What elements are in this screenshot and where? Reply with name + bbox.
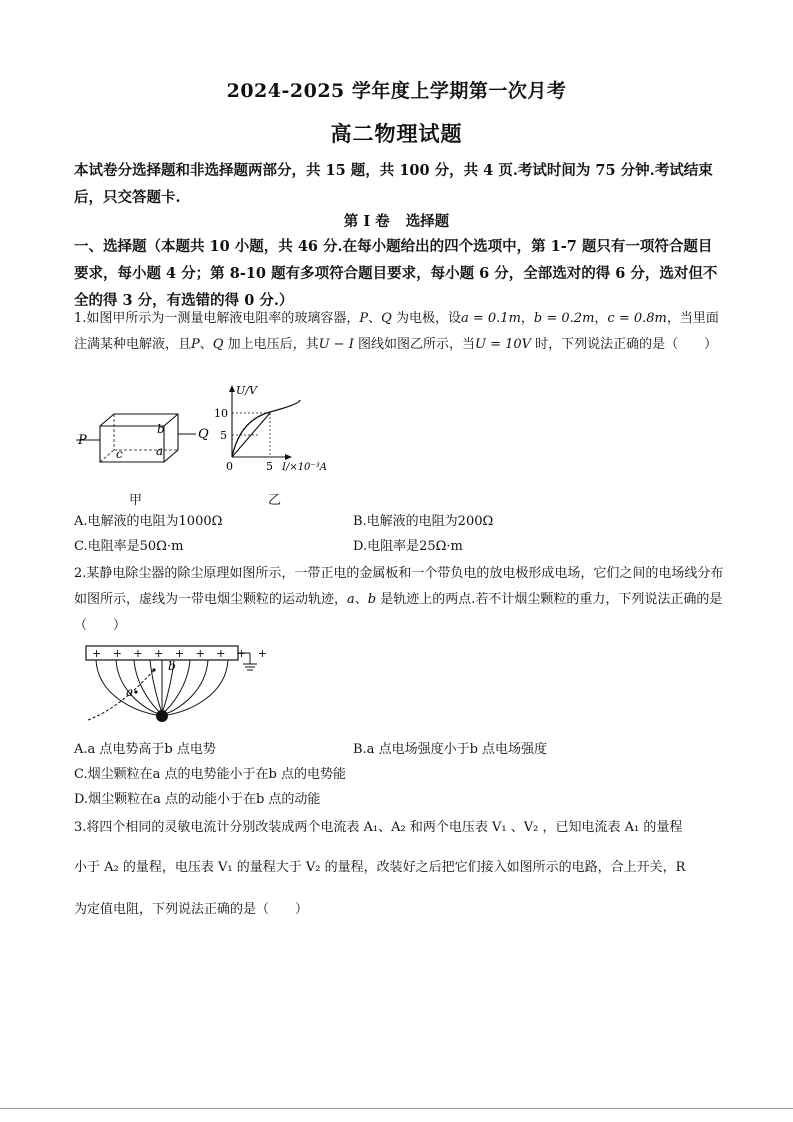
label-b: b: [157, 422, 165, 436]
exam-title: 2024-2025 学年度上学期第一次月考: [226, 80, 567, 102]
q1-option-d[interactable]: D.电阻率是25Ω·m: [353, 539, 463, 554]
plate-charges: + + + + + + + + +: [92, 647, 271, 660]
point-b: [152, 668, 155, 671]
y-tick-5: 5: [220, 429, 227, 442]
q1-var-p-2: P: [191, 337, 200, 352]
y-axis-arrow: [229, 385, 235, 392]
precipitator-figure: [74, 640, 274, 728]
q1-b-value: b = 0.2m: [533, 311, 595, 326]
ui-graph-figure: [210, 382, 340, 474]
q2-option-b[interactable]: B.a 点电场强度小于b 点电场强度: [353, 742, 548, 757]
exam-subtitle: 高二物理试题: [330, 121, 463, 146]
q2-option-a[interactable]: A.a 点电势高于b 点电势: [74, 742, 216, 757]
figure-a-caption: 甲: [129, 493, 143, 508]
q1-text-e: 图线如图乙所示，当: [353, 337, 475, 352]
point-a: [134, 690, 137, 693]
q1-var-p: P: [359, 311, 369, 326]
q2-text-b: 是轨迹上的两点.若不计烟尘颗粒的重力，下列说法正确的是（ ）: [74, 592, 723, 633]
q2-var-a: a: [347, 592, 355, 607]
figure-b-caption: 乙: [268, 493, 282, 508]
x-axis-arrow: [285, 454, 292, 460]
x-tick-5: 5: [266, 460, 273, 473]
question-3-line-2: 小于 A₂ 的量程，电压表 V₁ 的量程大于 V₂ 的量程，改装好之后把它们接入如图所示的电路，合上开关，R: [74, 860, 686, 875]
container-figure: [74, 400, 224, 480]
field-line-7: [162, 660, 190, 714]
q1-c-value: c = 0.8m: [607, 311, 667, 326]
q1-option-c[interactable]: C.电阻率是50Ω·m: [74, 539, 184, 554]
q1-text-f: 时，下列说法正确的是（ ）: [531, 337, 718, 352]
q1-text-b: 为电极，设: [391, 311, 461, 326]
q2-sep: 、: [354, 592, 368, 607]
question-group-heading: 一、选择题（本题共 10 小题，共 46 分.在每小题给出的四个选项中，第 1-7 题只有一项符合题目要求，每小题 4 分；第 8-10 题有多项符合题目要求，每小题 6 分，全部选对的得 6 分，选对但不全的得 3 分，有选错的得 0 分.）: [74, 238, 718, 309]
box-front-face: [100, 426, 164, 462]
field-lines: [96, 660, 228, 716]
q2-option-c[interactable]: C.烟尘颗粒在a 点的电势能小于在b 点的电势能: [74, 767, 346, 782]
exam-instructions: 本试卷分选择题和非选择题两部分，共 15 题，共 100 分，共 4 页.考试时间为 75 分钟.考试结束后，只交答题卡.: [74, 162, 713, 206]
ui-curve: [232, 400, 300, 457]
question-3-line-3: 为定值电阻，下列说法正确的是（ ）: [74, 902, 309, 917]
label-p: P: [78, 433, 87, 448]
q1-option-a[interactable]: A.电解液的电阻为1000Ω: [74, 514, 223, 529]
label-point-b: b: [168, 659, 176, 673]
section-header: [0, 210, 793, 231]
q2-option-d[interactable]: D.烟尘颗粒在a 点的动能小于在b 点的动能: [74, 792, 321, 807]
y-tick-10: 10: [214, 407, 228, 420]
q1-var-q: Q: [381, 311, 392, 326]
q1-comma-2: ，: [594, 311, 608, 326]
label-point-a: a: [126, 685, 134, 699]
label-c: c: [116, 447, 123, 461]
box-edge-tr: [164, 414, 178, 426]
q1-option-b[interactable]: B.电解液的电阻为200Ω: [353, 514, 494, 529]
q1-var-q-2: Q: [212, 337, 224, 352]
q1-sep-1: 、: [368, 311, 382, 326]
section-part: 第 I 卷: [343, 213, 390, 230]
box-hidden-edge-d: [100, 450, 114, 462]
page-bottom-rule: [0, 1108, 793, 1109]
x-axis-label: I/×10⁻³A: [282, 462, 327, 473]
q1-text-a: 1.如图甲所示为一测量电解液电阻率的玻璃容器，: [74, 311, 360, 326]
y-axis-label: U/V: [236, 384, 257, 397]
origin-label: 0: [226, 460, 233, 473]
question-1-stem: [74, 306, 724, 358]
q1-ui-graph-label: U − I: [318, 337, 354, 352]
q2-text-a: 2.某静电除尘器的除尘原理如图所示，一带正电的金属板和一个带负电的放电极形成电场，它们之间的电场线分布如图所示，虚线为一带电烟尘颗粒的运动轨迹，: [74, 566, 724, 607]
q1-text-c: ，当里面注满某种电解液，且: [74, 311, 719, 352]
particle-trajectory: [88, 670, 154, 720]
q2-var-b: b: [367, 592, 377, 607]
q1-text-d: 加上电压后，其: [223, 337, 319, 352]
section-name: 选择题: [405, 213, 450, 230]
box-edges: [100, 414, 178, 462]
q1-sep-2: 、: [199, 337, 213, 352]
q1-comma-1: ，: [520, 311, 534, 326]
q1-voltage-value: U = 10V: [474, 337, 532, 352]
q1-a-value: a = 0.1m: [460, 311, 521, 326]
question-3-line-1: 3.将四个相同的灵敏电流计分别改装成两个电流表 A₁、A₂ 和两个电压表 V₁ 、V₂ ，已知电流表 A₁ 的量程: [74, 820, 683, 835]
label-q: Q: [198, 427, 209, 442]
negative-electrode: [156, 710, 168, 722]
label-a: a: [156, 444, 164, 458]
field-line-4: [150, 660, 162, 713]
question-2-stem: [74, 561, 724, 639]
